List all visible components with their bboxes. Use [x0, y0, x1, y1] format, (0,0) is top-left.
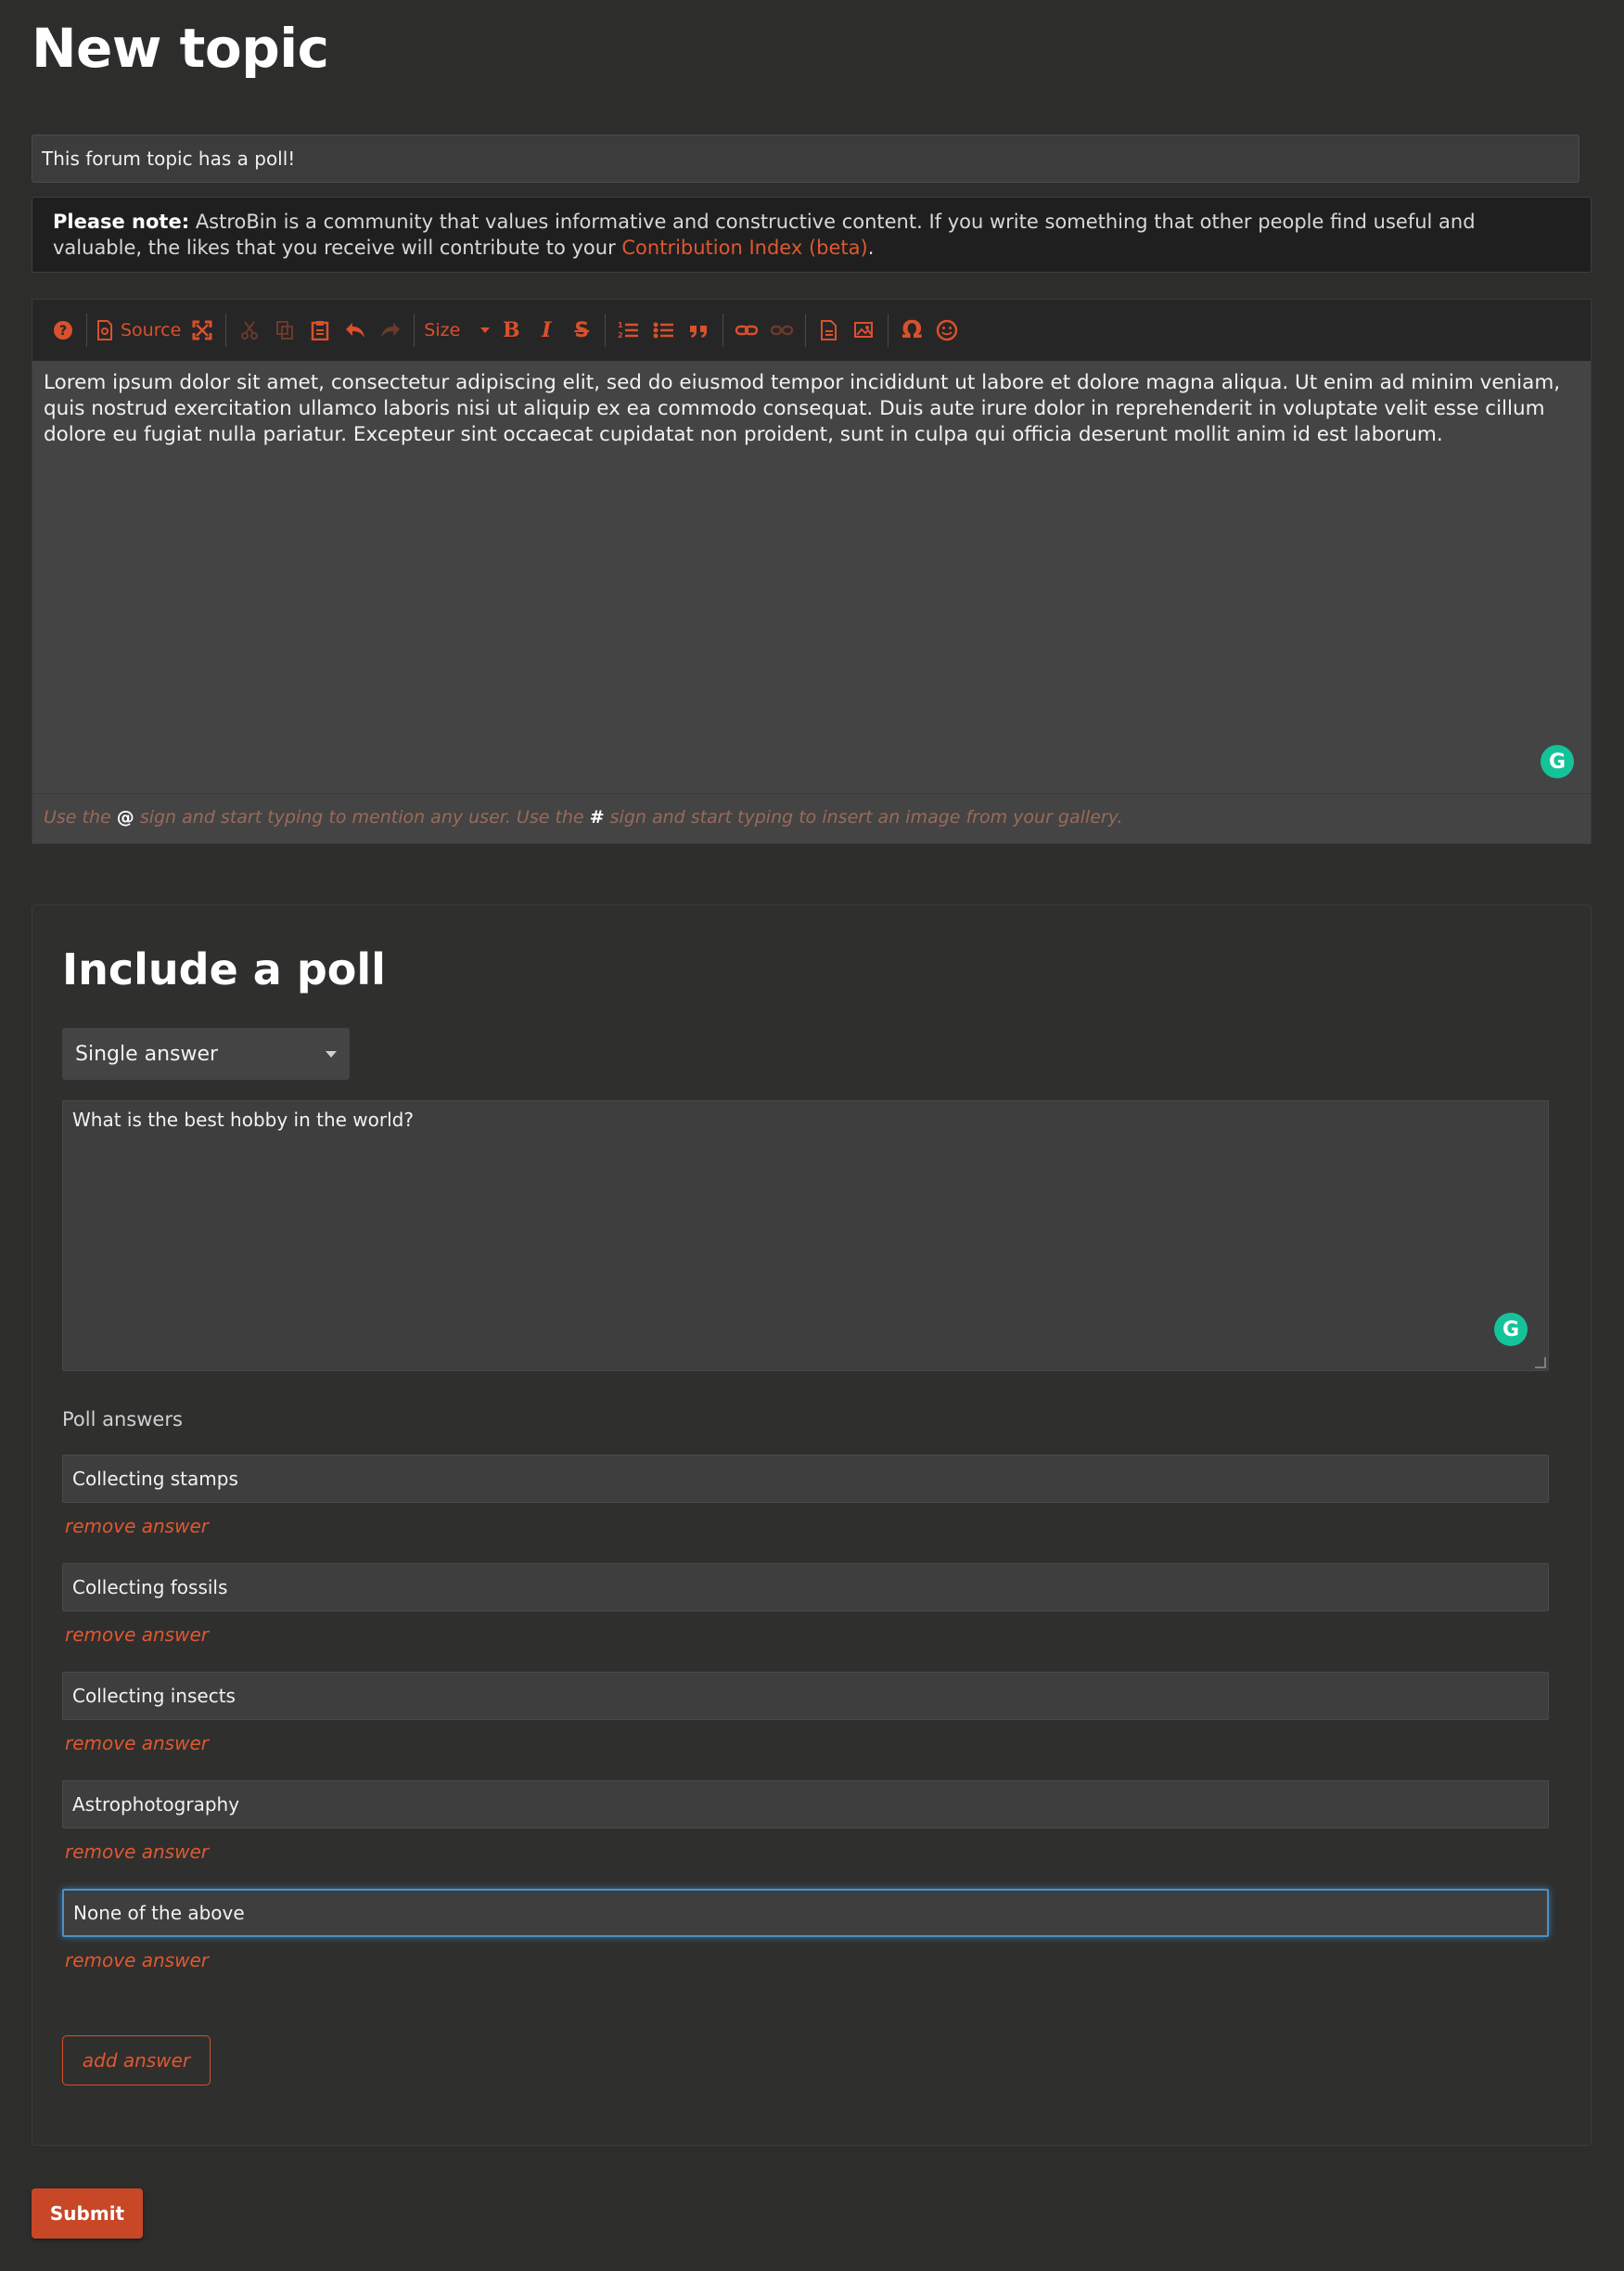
contribution-index-link[interactable]: Contribution Index (beta) — [621, 237, 868, 259]
remove-answer-link[interactable]: remove answer — [65, 1841, 209, 1863]
source-button[interactable] — [93, 312, 185, 349]
note-text: AstroBin is a community that values informative and constructive content. If you write something that other people find useful and valuable, the likes that you receive will contribute to your — [53, 211, 1476, 259]
note-end: . — [867, 237, 875, 259]
blockquote-icon[interactable] — [682, 312, 717, 349]
remove-answer-link[interactable]: remove answer — [65, 1623, 209, 1646]
poll-answer-input[interactable]: Collecting fossils — [62, 1563, 1549, 1611]
submit-button[interactable]: Submit — [32, 2188, 143, 2239]
note-label: Please note: — [53, 211, 190, 233]
poll-answer-input[interactable]: Collecting stamps — [62, 1455, 1549, 1503]
remove-answer-link[interactable]: remove answer — [65, 1732, 209, 1754]
editor-toolbar — [32, 300, 1591, 361]
chevron-down-icon — [326, 1051, 337, 1058]
poll-heading: Include a poll — [62, 944, 386, 994]
poll-type-value: Single answer — [75, 1042, 219, 1066]
omega-glyph: Ω — [902, 316, 923, 344]
copy-icon[interactable] — [267, 312, 302, 349]
bold-icon[interactable]: B — [502, 318, 520, 342]
unlink-icon[interactable] — [764, 312, 799, 349]
source-icon — [96, 320, 113, 340]
poll-answer-input-focused[interactable]: None of the above — [62, 1889, 1549, 1937]
grammarly-icon[interactable]: G — [1541, 745, 1574, 778]
hint-part2: sign and start typing to mention any user. Use the — [139, 807, 584, 828]
svg-text:?: ? — [58, 324, 68, 339]
page-title: New topic — [32, 17, 329, 80]
note-box — [32, 197, 1592, 273]
numbered-list-icon[interactable] — [611, 312, 646, 349]
hint-part3: sign and start typing to insert an image from your gallery. — [609, 807, 1123, 828]
font-size-select[interactable] — [420, 312, 493, 349]
poll-question-textarea[interactable] — [62, 1100, 1549, 1371]
strikethrough-icon[interactable]: S — [574, 318, 590, 342]
source-label: Source — [121, 320, 182, 340]
poll-panel — [32, 905, 1592, 2146]
poll-answers-label: Poll answers — [62, 1408, 183, 1431]
insert-file-icon[interactable] — [812, 312, 847, 349]
hint-at: @ — [116, 807, 134, 828]
hint-hash: # — [589, 807, 605, 828]
special-character-icon[interactable] — [894, 312, 929, 349]
svg-text:2: 2 — [618, 331, 623, 340]
poll-answer-input[interactable]: Collecting insects — [62, 1672, 1549, 1720]
redo-icon[interactable] — [373, 312, 408, 349]
link-icon[interactable] — [729, 312, 764, 349]
chevron-down-icon — [480, 327, 490, 333]
svg-text:1: 1 — [618, 321, 623, 329]
undo-icon[interactable] — [338, 312, 373, 349]
add-answer-button[interactable]: add answer — [62, 2035, 211, 2085]
hint-part1: Use the — [44, 807, 111, 828]
help-icon[interactable] — [45, 312, 81, 349]
maximize-icon[interactable] — [185, 312, 220, 349]
poll-type-select[interactable] — [62, 1028, 350, 1080]
rich-text-editor[interactable] — [32, 299, 1592, 844]
font-size-label: Size — [424, 320, 461, 340]
italic-icon[interactable]: I — [542, 318, 552, 342]
remove-answer-link[interactable]: remove answer — [65, 1515, 209, 1537]
poll-answer-input[interactable]: Astrophotography — [62, 1780, 1549, 1828]
cut-icon[interactable] — [232, 312, 267, 349]
subject-input[interactable] — [32, 135, 1579, 183]
insert-image-icon[interactable] — [847, 312, 882, 349]
resize-handle-icon[interactable] — [1535, 1357, 1546, 1368]
bulleted-list-icon[interactable] — [646, 312, 682, 349]
editor-hint — [32, 793, 1591, 843]
paste-icon[interactable] — [302, 312, 338, 349]
grammarly-icon[interactable]: G — [1494, 1313, 1528, 1346]
emoji-icon[interactable] — [929, 312, 965, 349]
editor-content[interactable]: Lorem ipsum dolor sit amet, consectetur adipiscing elit, sed do eiusmod tempor incididunt ut labore et dolore magna aliqua. Ut enim ad minim veniam, quis nostrud exercitation ullamco laboris nisi ut aliquip ex ea commodo consequat. Duis aute irure dolor in reprehenderit in voluptate velit esse cillum dolore eu fugiat nulla pariatur. Excepteur sint occaecat cupidatat non proident, sunt in culpa qui officia deserunt mollit anim id est laborum. — [44, 371, 1561, 446]
poll-question-text: What is the best hobby in the world? — [72, 1109, 414, 1131]
remove-answer-link[interactable]: remove answer — [65, 1949, 209, 1971]
